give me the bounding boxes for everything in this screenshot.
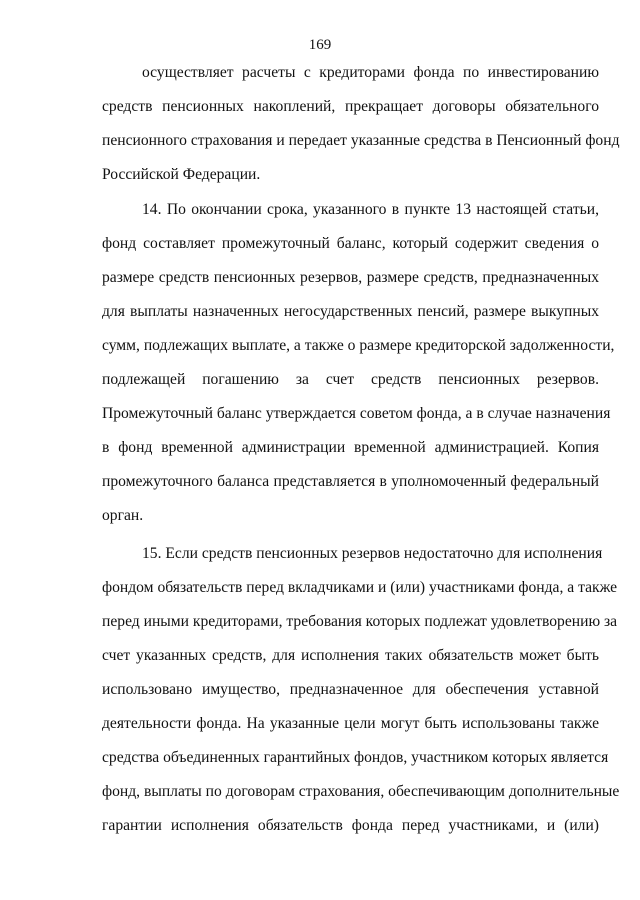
text-line: Российской Федерации. <box>102 166 261 183</box>
text-line: фонд, выплаты по договорам страхования, обеспечивающим дополнительные <box>102 783 620 800</box>
text-line: подлежащей погашению за счет средств пенсионных резервов. <box>102 371 599 388</box>
text-line: 14. По окончании срока, указанного в пункте 13 настоящей статьи, <box>142 201 599 218</box>
text-line: пенсионного страхования и передает указанные средства в Пенсионный фонд <box>102 132 620 149</box>
text-line: перед иными кредиторами, требования которых подлежат удовлетворению за <box>102 613 618 630</box>
text-line: размере средств пенсионных резервов, размере средств, предназначенных <box>102 269 599 286</box>
text-line: Промежуточный баланс утверждается советом фонда, а в случае назначения <box>102 405 611 422</box>
text-line: фонд составляет промежуточный баланс, который содержит сведения о <box>102 235 599 252</box>
paragraph-15 <box>102 537 620 843</box>
text-line: промежуточного баланса представляется в уполномоченный федеральный <box>102 473 599 490</box>
text-line: использовано имущество, предназначенное для обеспечения уставной <box>102 681 599 698</box>
text-line: деятельности фонда. На указанные цели могут быть использованы также <box>102 715 599 732</box>
paragraph-continuation <box>102 56 620 192</box>
paragraph-14 <box>102 193 615 533</box>
text-line: орган. <box>102 507 144 524</box>
text-line: 15. Если средств пенсионных резервов недостаточно для исполнения <box>142 545 603 562</box>
text-line: фондом обязательств перед вкладчиками и (или) участниками фонда, а также <box>102 579 618 596</box>
page-number: 169 <box>308 37 332 53</box>
text-line: средств пенсионных накоплений, прекращает договоры обязательного <box>102 98 599 115</box>
text-line: осуществляет расчеты с кредиторами фонда по инвестированию <box>142 64 599 81</box>
text-line: гарантии исполнения обязательств фонда перед участниками, и (или) <box>102 817 599 834</box>
text-line: счет указанных средств, для исполнения таких обязательств может быть <box>102 647 599 664</box>
text-line: для выплаты назначенных негосударственных пенсий, размере выкупных <box>102 303 599 320</box>
text-line: в фонд временной администрации временной администрацией. Копия <box>102 439 599 456</box>
text-line: сумм, подлежащих выплате, а также о размере кредиторской задолженности, <box>102 337 615 354</box>
text-line: средства объединенных гарантийных фондов, участником которых является <box>102 749 609 766</box>
